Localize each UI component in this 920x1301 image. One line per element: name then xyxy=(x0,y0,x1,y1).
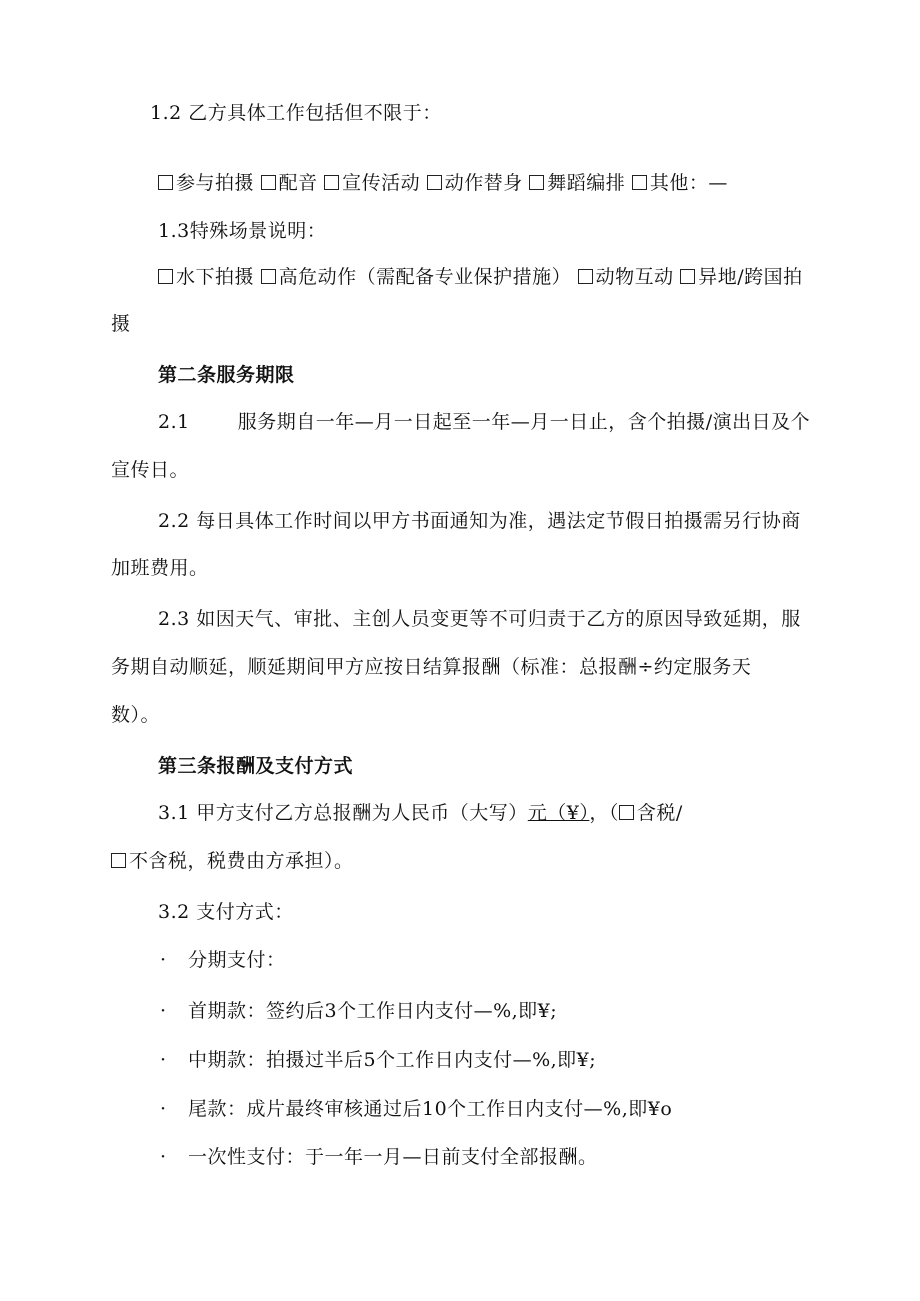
checkbox-icon xyxy=(111,853,126,868)
clause-2-3-cont: 务期自动顺延，顺延期间甲方应按日结算报酬（标准：总报酬÷约定服务天 xyxy=(111,656,752,678)
option-label: 动作替身 xyxy=(444,172,523,194)
clause-number: 2.1 xyxy=(158,411,190,433)
checkbox-icon xyxy=(261,269,276,284)
clause-1-2 xyxy=(150,104,442,123)
clause-number: 1.2 xyxy=(150,102,182,124)
list-item-text: 首期款：签约后3个工作日内支付—%,即¥; xyxy=(188,1000,558,1022)
clause-text: 服务期自一年—月一日起至一年—月一日止，含个拍摄/演出日及个 xyxy=(237,411,811,433)
option-label: 含税/ xyxy=(636,802,683,824)
bullet-icon: · xyxy=(160,1098,167,1120)
checkbox-icon xyxy=(158,175,173,190)
list-item xyxy=(160,1100,672,1119)
bullet-icon: · xyxy=(160,949,167,971)
option-label: 异地/跨国拍 xyxy=(698,266,803,288)
checkbox-icon xyxy=(529,175,544,190)
clause-3-1 xyxy=(158,804,683,823)
list-item xyxy=(160,1148,598,1167)
list-item xyxy=(160,1051,596,1070)
scene-options-continuation: 摄 xyxy=(111,313,131,335)
option-label: 动物互动 xyxy=(595,266,674,288)
list-item-text: 中期款：拍摄过半后5个工作日内支付—%,即¥; xyxy=(188,1049,597,1071)
list-item-text: 一次性支付：于一年一月—日前支付全部报酬。 xyxy=(188,1146,598,1168)
option-label: 舞蹈编排 xyxy=(547,172,626,194)
scene-options-line xyxy=(158,268,803,287)
list-item xyxy=(160,951,286,970)
option-label: 不含税，税费由方承担）。 xyxy=(129,850,354,872)
list-item xyxy=(160,1002,557,1021)
article-2-heading: 第二条服务期限 xyxy=(158,364,295,386)
checkbox-icon xyxy=(324,175,339,190)
checkbox-icon xyxy=(680,269,695,284)
clause-2-1-cont: 宣传日。 xyxy=(111,459,190,481)
checkbox-icon xyxy=(261,175,276,190)
clause-1-3: 1.3特殊场景说明： xyxy=(158,220,327,242)
clause-2-2: 2.2 每日具体工作时间以甲方书面通知为准，遇法定节假日拍摄需另行协商 xyxy=(158,510,801,532)
bullet-icon: · xyxy=(160,1049,167,1071)
clause-2-2-cont: 加班费用。 xyxy=(111,557,209,579)
bullet-icon: · xyxy=(160,1146,167,1168)
checkbox-icon xyxy=(158,269,173,284)
clause-text: ，（ xyxy=(589,802,619,824)
work-options-line xyxy=(158,174,728,193)
list-item-text: 尾款：成片最终审核通过后10个工作日内支付—%,即¥o xyxy=(188,1098,673,1120)
clause-3-1-cont xyxy=(111,852,354,871)
amount-blank: 元（¥） xyxy=(527,802,590,824)
clause-2-1 xyxy=(158,413,810,432)
checkbox-icon xyxy=(578,269,593,284)
clause-2-3-cont2: 数）。 xyxy=(111,704,161,726)
option-label: 水下拍摄 xyxy=(176,266,255,288)
list-item-text: 分期支付： xyxy=(188,949,286,971)
clause-3-2: 3.2 支付方式： xyxy=(158,901,294,923)
checkbox-icon xyxy=(619,805,634,820)
option-label: 宣传活动 xyxy=(342,172,421,194)
bullet-icon: · xyxy=(160,1000,167,1022)
option-label: 高危动作（需配备专业保护措施） xyxy=(278,266,572,288)
clause-text: 乙方具体工作包括但不限于： xyxy=(188,102,442,124)
article-3-heading: 第三条报酬及支付方式 xyxy=(158,755,354,777)
clause-2-3: 2.3 如因天气、审批、主创人员变更等不可归责于乙方的原因导致延期，服 xyxy=(158,608,801,630)
checkbox-icon xyxy=(632,175,647,190)
clause-text: 3.1 甲方支付乙方总报酬为人民币（大写） xyxy=(158,802,528,824)
option-label: 参与拍摄 xyxy=(176,172,255,194)
option-label: 配音 xyxy=(278,172,318,194)
option-label: 其他：— xyxy=(649,172,728,194)
checkbox-icon xyxy=(427,175,442,190)
